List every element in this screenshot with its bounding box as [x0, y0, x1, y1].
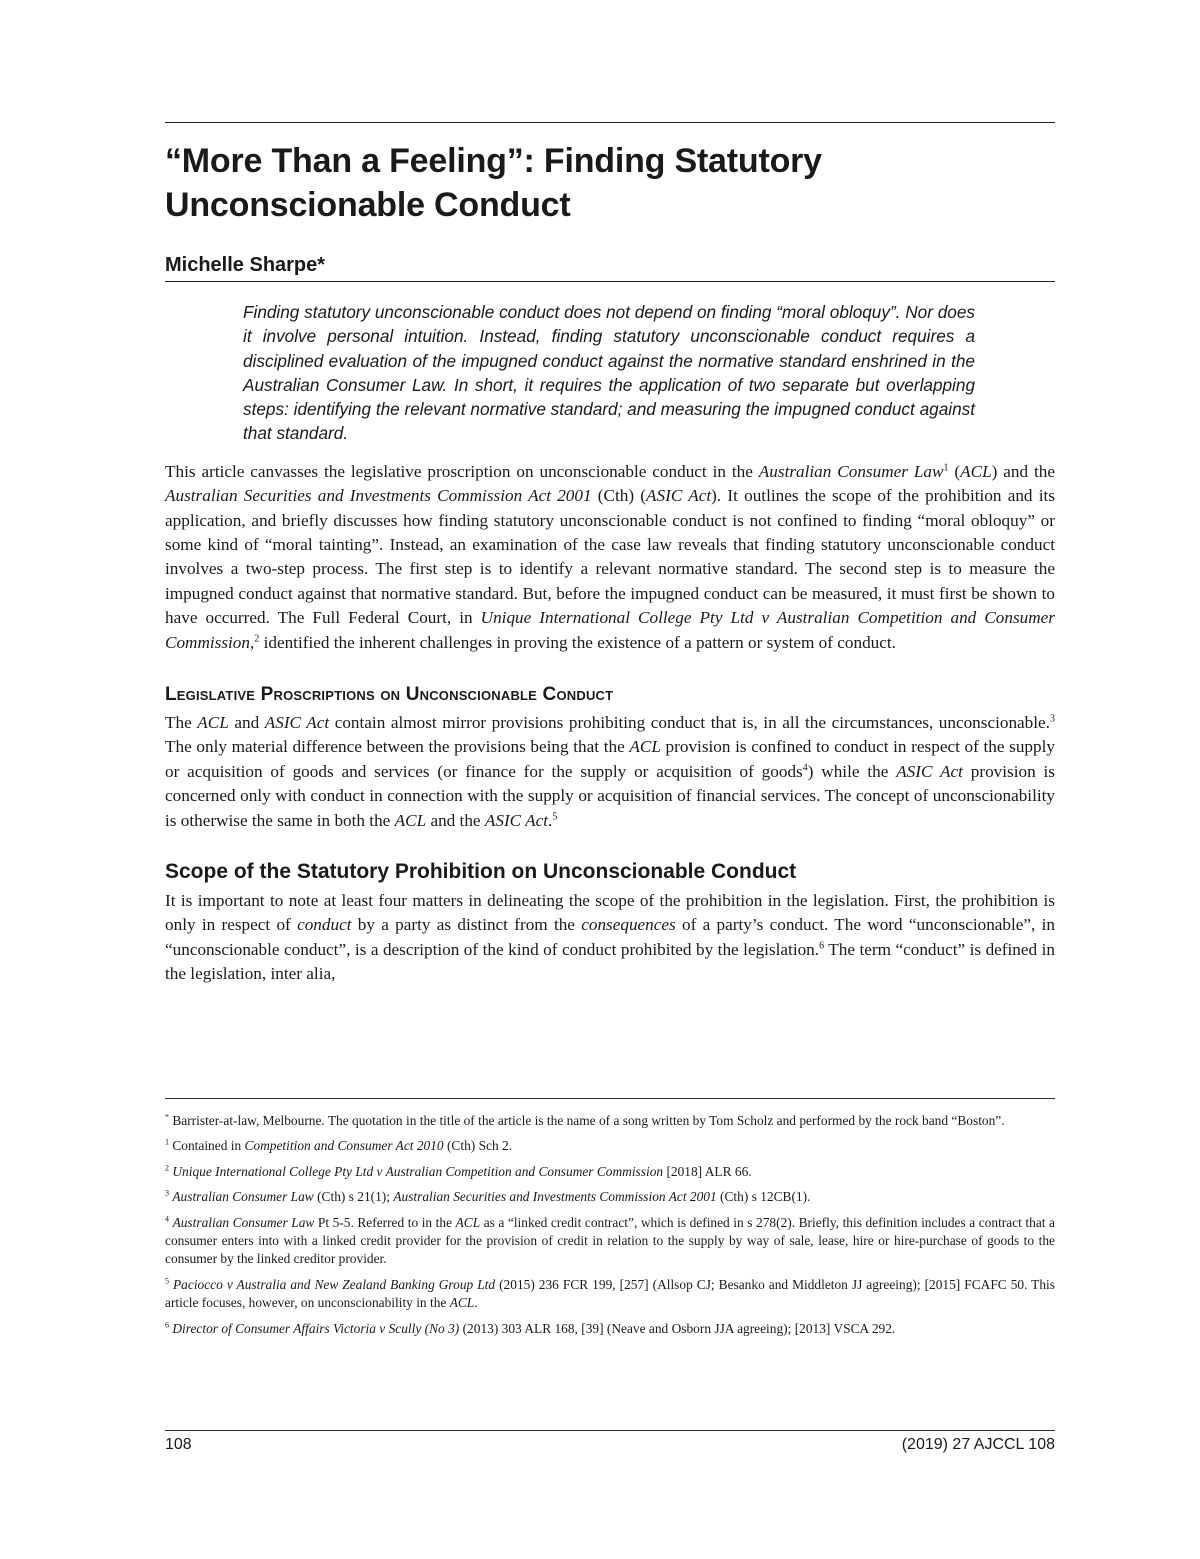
- article-title: “More Than a Feeling”: Finding Statutory Unconscionable Conduct: [165, 142, 822, 224]
- section-heading: Legislative Proscriptions on Unconscionable Conduct: [165, 684, 614, 706]
- subsection-heading: Scope of the Statutory Prohibition on Unconscionable Conduct: [165, 860, 797, 884]
- top-rule: [165, 122, 1055, 123]
- footnote: $^2$ Unique International College Pty Ltd v Australian Competition and Consumer Commission [2018] ALR 66.: [165, 1163, 752, 1179]
- abstract: Finding statutory unconscionable conduct does not depend on finding “moral obloquy”. Nor does it involve personal intuition. Instead, finding statutory unconscionable conduct requires a disciplined evaluation of the impugned conduct against the normative standard enshrined in the Australian Consumer Law. In short, it requires the application of two separate but overlapping steps: identifying the relevant normative standard; and measuring the impugned conduct against that standard.: [243, 302, 975, 444]
- footnote-ref[interactable]: 1: [943, 462, 949, 474]
- footnote: $^6$ Director of Consumer Affairs Victoria v Scully (No 3) (2013) 303 ALR 168, [39] (Neave and Osborn JJA agreeing); [2013] VSCA 292.: [165, 1320, 896, 1336]
- footnotes: [165, 1112, 1055, 1345]
- subsection-paragraph: It is important to note at least four matters in delineating the scope of the prohibition in the legislation. First, the prohibition is only in respect of conduct by a party as distinct from the consequences of a party’s conduct. The word “unconscionable”, in “unconscionable conduct”, is a description of the kind of conduct prohibited by the legislation.$^6$ The term “conduct” is defined in the legislation, inter alia,: [165, 891, 1056, 984]
- page-number: 108: [165, 1436, 192, 1453]
- footnote: $^1$ Contained in Competition and Consumer Act 2010 (Cth) Sch 2.: [165, 1137, 513, 1154]
- article: [165, 122, 1055, 987]
- intro-paragraph: This article canvasses the legislative proscription on unconscionable conduct in the Australian Consumer Law$^1$ (ACL) and the Australian Securities and Investments Commission Act 2001 (Cth) (ASIC Act). It outlines the scope of the prohibition and its application, and briefly discusses how finding statutory unconscionable conduct is not confined to finding “moral obloquy” or some kind of “moral tainting”. Instead, an examination of the case law reveals that finding statutory unconscionable conduct involves a two-step process. The first step is to identify a relevant normative standard. The second step is to measure the impugned conduct against that normative standard. But, before the impugned conduct can be measured, it must first be shown to have occurred. The Full Federal Court, in Unique International College Pty Ltd v Australian Competition and Consumer Commission,$^2$ identified the inherent challenges in proving the existence of a pattern or system of conduct.: [165, 461, 1055, 652]
- journal-citation: (2019) 27 AJCCL 108: [901, 1436, 1055, 1453]
- footnote: $^5$ Paciocco v Australia and New Zealand Banking Group Ltd (2015) 236 FCR 199, [257] (Allsop CJ; Besanko and Middleton JJ agreeing); [2015] FCAFC 50. This article focuses, however, on unconscionability in the ACL.: [165, 1276, 1055, 1311]
- footnote-ref[interactable]: 3: [1049, 713, 1055, 725]
- footnote-rule: [165, 1098, 1055, 1099]
- footnote-ref[interactable]: 2: [254, 632, 260, 644]
- footnote-ref[interactable]: 6: [819, 940, 825, 952]
- footnote-ref[interactable]: 5: [552, 810, 558, 822]
- footnote-ref[interactable]: 4: [802, 762, 808, 774]
- author-rule: [165, 281, 1055, 282]
- footnote: $^3$ Australian Consumer Law (Cth) s 21(1); Australian Securities and Investments Commission Act 2001 (Cth) s 12CB(1).: [165, 1188, 811, 1205]
- page-footer: [165, 1436, 1055, 1454]
- footer-rule: [165, 1430, 1055, 1431]
- footnote: * Barrister-at-law, Melbourne. The quotation in the title of the article is the name of a song written by Tom Scholz and performed by the rock band “Boston”.: [165, 1112, 1005, 1128]
- author-name: Michelle Sharpe*: [165, 254, 326, 276]
- footnote: $^4$ Australian Consumer Law Pt 5-5. Referred to in the ACL as a “linked credit contract”, which is defined in s 278(2). Briefly, this definition includes a contract that a consumer enters into with a linked credit provider for the provision of credit in relation to the supply by way of sale, lease, hire or hire-purchase of goods to the consumer by the linked creditor provider.: [165, 1214, 1055, 1267]
- section-paragraph: The ACL and ASIC Act contain almost mirror provisions prohibiting conduct that is, in all the circumstances, unconscionable.$^3$ The only material difference between the provisions being that the ACL provision is confined to conduct in respect of the supply or acquisition of goods and services (or finance for the supply or acquisition of goods$^4$) while the ASIC Act provision is concerned only with conduct in connection with the supply or acquisition of financial services. The concept of unconscionability is otherwise the same in both the ACL and the ASIC Act.$^5$: [165, 713, 1055, 830]
